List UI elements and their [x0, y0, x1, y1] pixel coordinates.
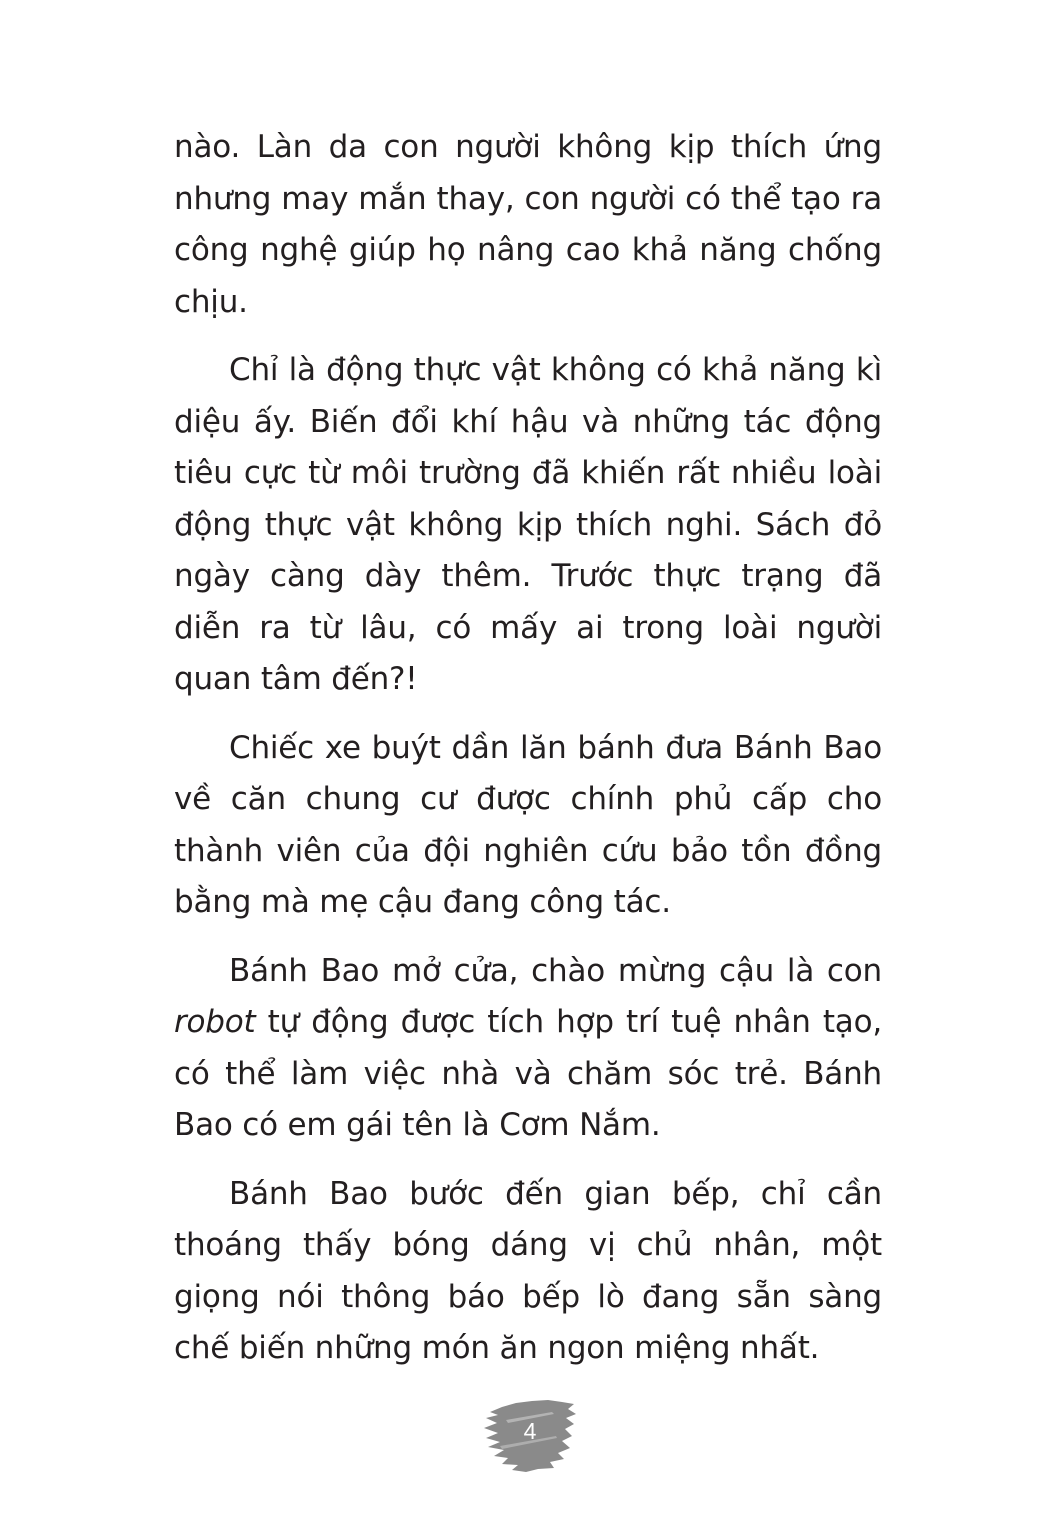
paragraph-4-lead: Bánh Bao mở cửa, chào mừng cậu là con — [229, 952, 882, 989]
paragraph-3: Chiếc xe buýt dần lăn bánh đưa Bánh Bao về căn chung cư được chính phủ cấp cho thành viên của đội nghiên cứu bảo tồn đồng bằng mà mẹ cậu đang công tác. — [174, 729, 882, 920]
paragraph-1: nào. Làn da con người không kịp thích ứng nhưng may mắn thay, con người có thể tạo ra công nghệ giúp họ nâng cao khả năng chống chịu. — [174, 129, 882, 320]
paragraph-4-rest: tự động được tích hợp trí tuệ nhân tạo, có thể làm việc nhà và chăm sóc trẻ. Bánh Bao có em gái tên là Cơm Nắm. — [174, 1004, 882, 1143]
page-number-badge — [482, 1398, 578, 1474]
paragraph-2: Chỉ là động thực vật không có khả năng kì diệu ấy. Biến đổi khí hậu và những tác động tiêu cực từ môi trường đã khiến rất nhiều loài động thực vật không kịp thích nghi. Sách đỏ ngày càng dày thêm. Trước thực trạng đã diễn ra từ lâu, có mấy ai trong loài người quan tâm đến?! — [174, 352, 882, 697]
paragraph-5: Bánh Bao bước đến gian bếp, chỉ cần thoáng thấy bóng dáng vị chủ nhân, một giọng nói thông báo bếp lò đang sẵn sàng chế biến những món ăn ngon miệng nhất. — [174, 1175, 882, 1366]
paragraph-4 — [174, 946, 882, 1152]
page-number: 4 — [523, 1418, 537, 1444]
body-text — [174, 122, 882, 1375]
paragraph-4-italic-word: robot — [174, 1004, 256, 1040]
